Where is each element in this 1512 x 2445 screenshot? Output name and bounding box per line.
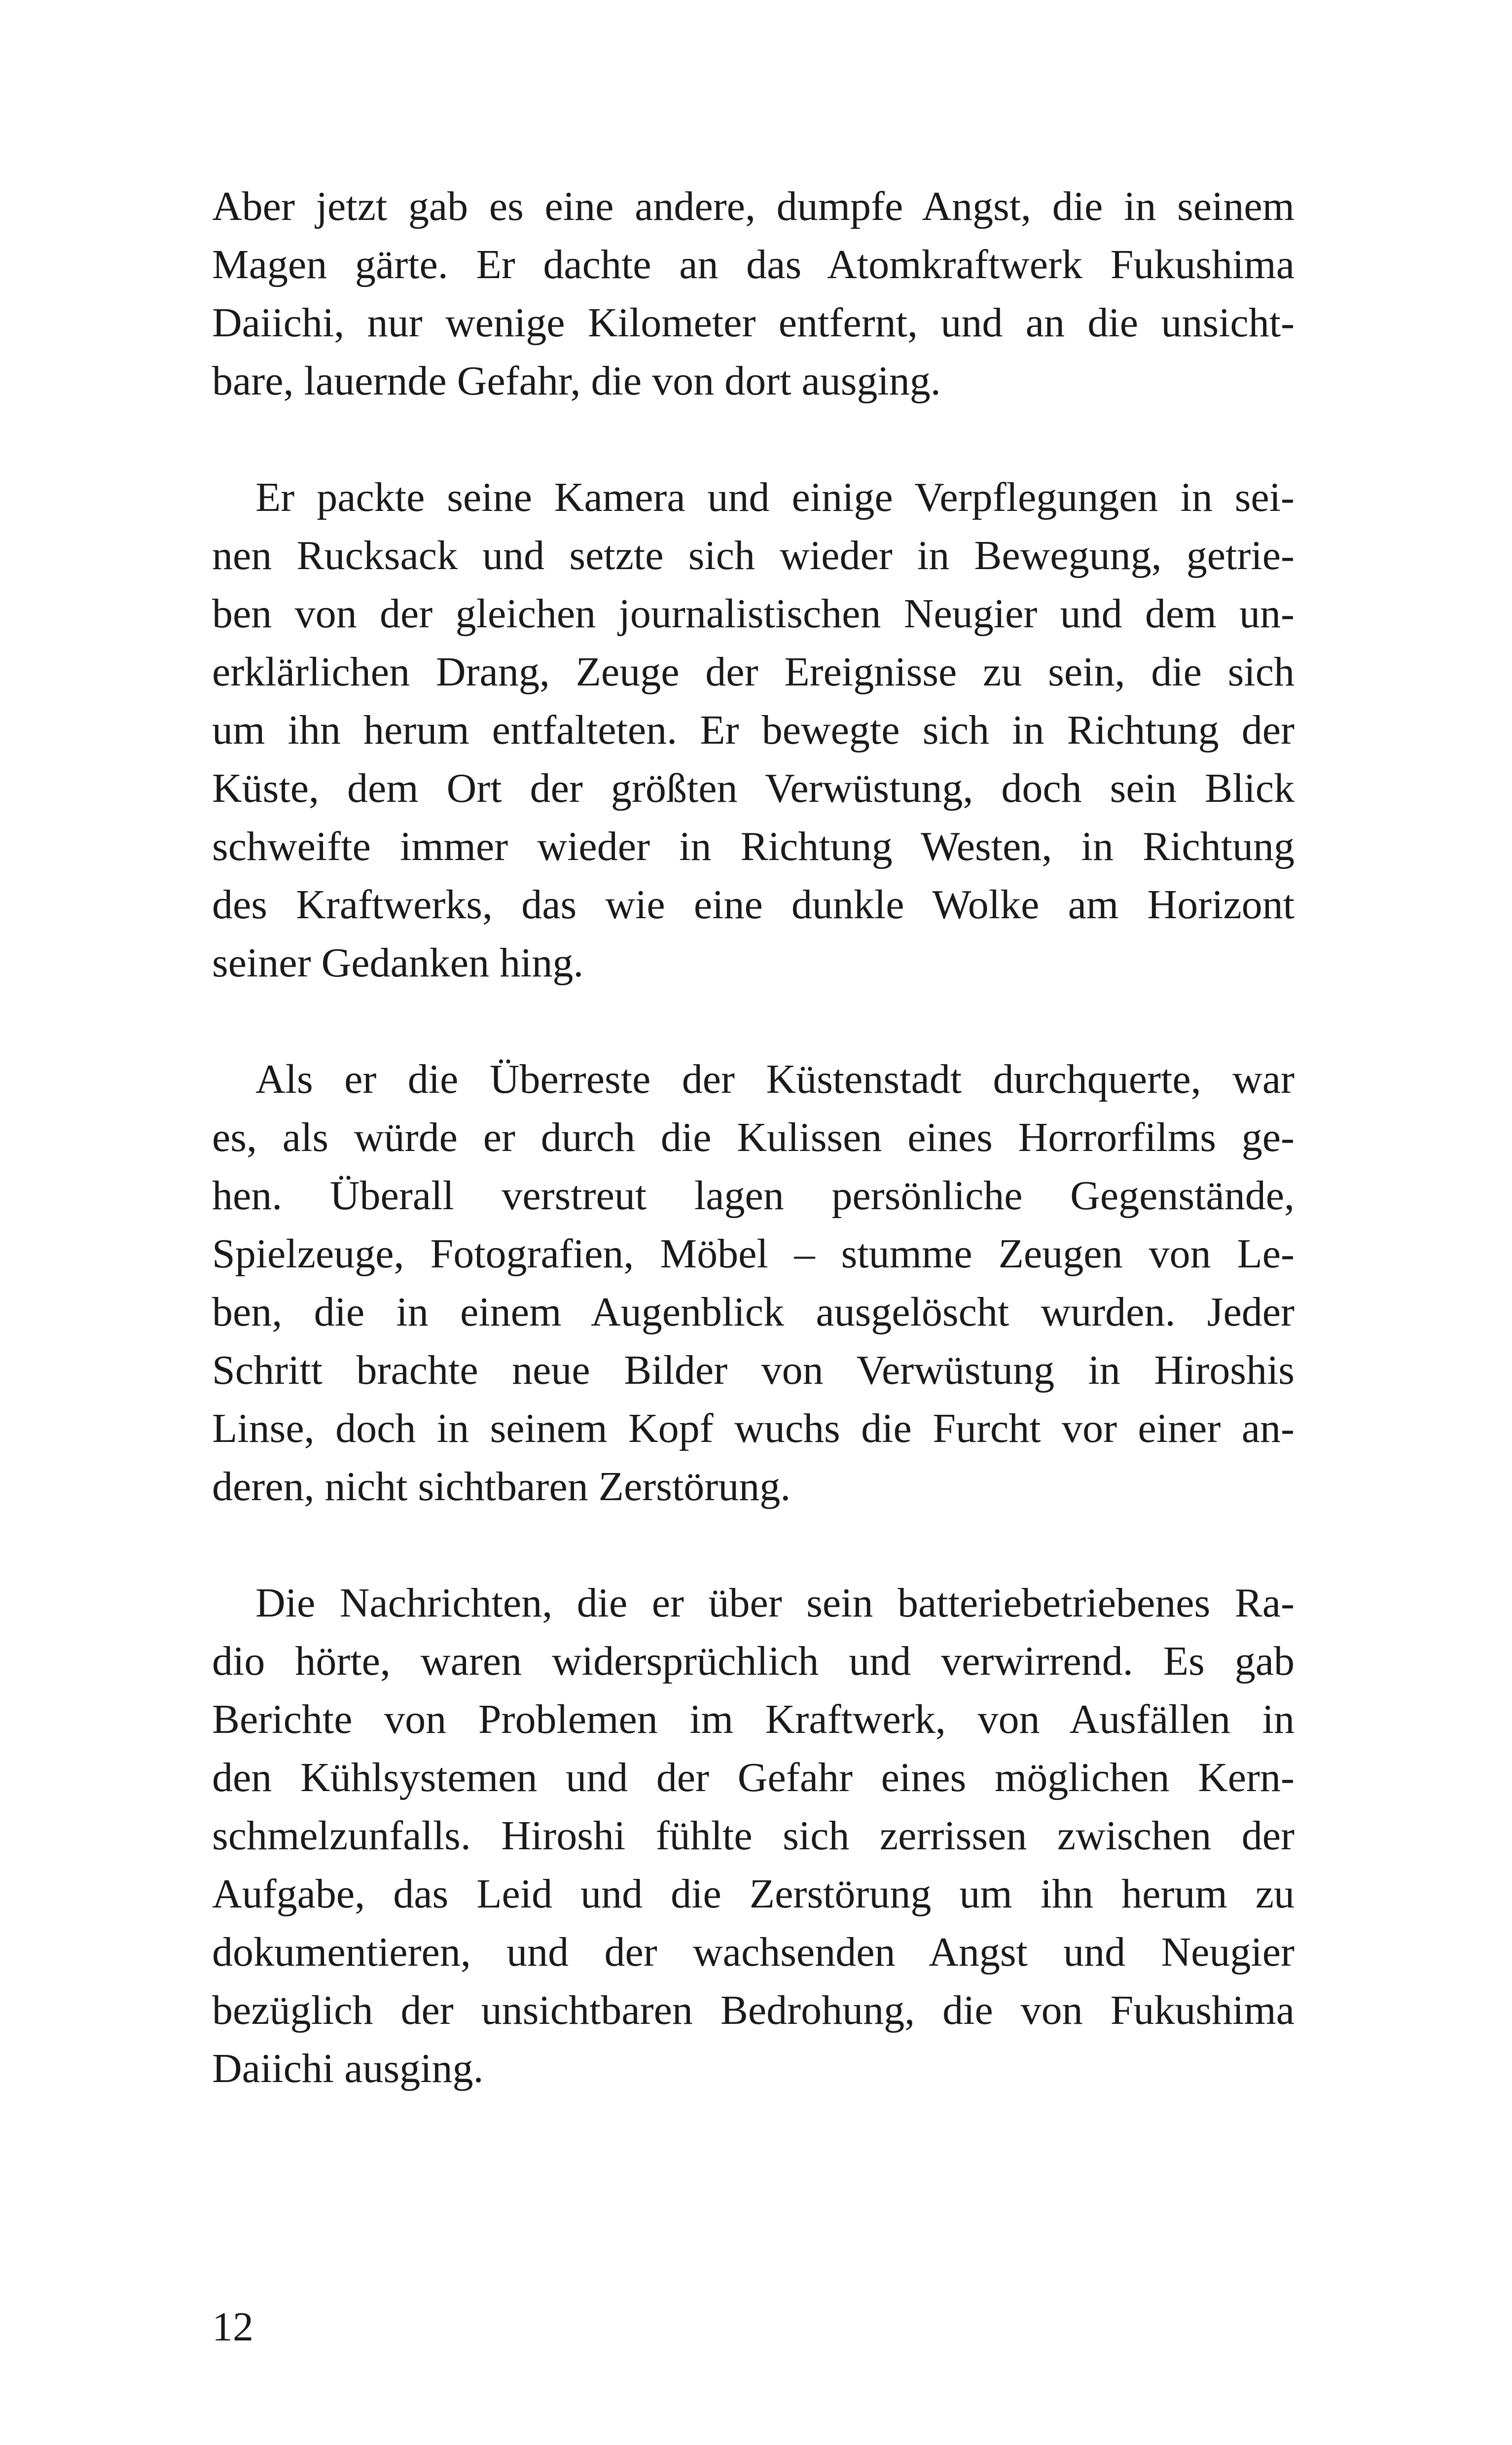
paragraph <box>212 178 1295 410</box>
text-line: bezüglich der unsichtbaren Bedrohung, die von Fukushima <box>212 1987 1295 2033</box>
text-line: Schritt brachte neue Bilder von Verwüstung in Hiroshis <box>212 1347 1295 1393</box>
text-line: ben von der gleichen journalistischen Neugier und dem un- <box>212 591 1295 637</box>
text-line: schweifte immer wieder in Richtung Westen, in Richtung <box>212 824 1295 869</box>
paragraph <box>212 1050 1295 1516</box>
text-line: seiner Gedanken hing. <box>212 940 584 986</box>
text-line: den Kühlsystemen und der Gefahr eines möglichen Kern- <box>212 1755 1295 1800</box>
paragraph-gap <box>212 992 1295 1050</box>
body-text <box>212 178 1295 2098</box>
text-line: Magen gärte. Er dachte an das Atomkraftwerk Fukushima <box>212 242 1295 288</box>
text-line: schmelzunfalls. Hiroshi fühlte sich zerrissen zwischen der <box>212 1813 1295 1859</box>
text-line: ben, die in einem Augenblick ausgelöscht wurden. Jeder <box>212 1289 1295 1335</box>
text-line: um ihn herum entfalteten. Er bewegte sich in Richtung der <box>212 707 1295 753</box>
paragraph-gap <box>212 410 1295 468</box>
text-line: Aufgabe, das Leid und die Zerstörung um ihn herum zu <box>212 1871 1295 1917</box>
page-number: 12 <box>212 2304 253 2350</box>
text-line: erklärlichen Drang, Zeuge der Ereignisse zu sein, die sich <box>212 649 1295 695</box>
text-line: Daiichi ausging. <box>212 2046 484 2091</box>
text-line: nen Rucksack und setzte sich wieder in Bewegung, getrie- <box>212 533 1295 578</box>
text-line: Als er die Überreste der Küstenstadt durchquerte, war <box>255 1056 1295 1102</box>
text-line: Berichte von Problemen im Kraftwerk, von Ausfällen in <box>212 1696 1295 1742</box>
paragraph-gap <box>212 1516 1295 1574</box>
paragraph <box>212 1574 1295 2098</box>
text-line: Er packte seine Kamera und einige Verpflegungen in sei- <box>255 474 1295 520</box>
text-line: dokumentieren, und der wachsenden Angst und Neugier <box>212 1929 1295 1975</box>
text-line: dio hörte, waren widersprüchlich und verwirrend. Es gab <box>212 1638 1295 1684</box>
text-line: Die Nachrichten, die er über sein batteriebetriebenes Ra- <box>255 1580 1295 1626</box>
text-line: bare, lauernde Gefahr, die von dort ausging. <box>212 358 941 404</box>
text-line: Spielzeuge, Fotografien, Möbel – stumme Zeugen von Le- <box>212 1231 1295 1277</box>
text-line: Daiichi, nur wenige Kilometer entfernt, und an die unsicht- <box>212 300 1295 346</box>
text-line: Aber jetzt gab es eine andere, dumpfe Angst, die in seinem <box>212 183 1295 229</box>
text-line: Küste, dem Ort der größten Verwüstung, doch sein Blick <box>212 765 1295 811</box>
text-line: es, als würde er durch die Kulissen eines Horrorfilms ge- <box>212 1115 1295 1160</box>
text-line: des Kraftwerks, das wie eine dunkle Wolke am Horizont <box>212 882 1295 928</box>
text-line: hen. Überall verstreut lagen persönliche Gegenstände, <box>212 1173 1295 1219</box>
text-line: Linse, doch in seinem Kopf wuchs die Furcht vor einer an- <box>212 1405 1295 1451</box>
text-line: deren, nicht sichtbaren Zerstörung. <box>212 1464 791 1510</box>
paragraph <box>212 468 1295 992</box>
